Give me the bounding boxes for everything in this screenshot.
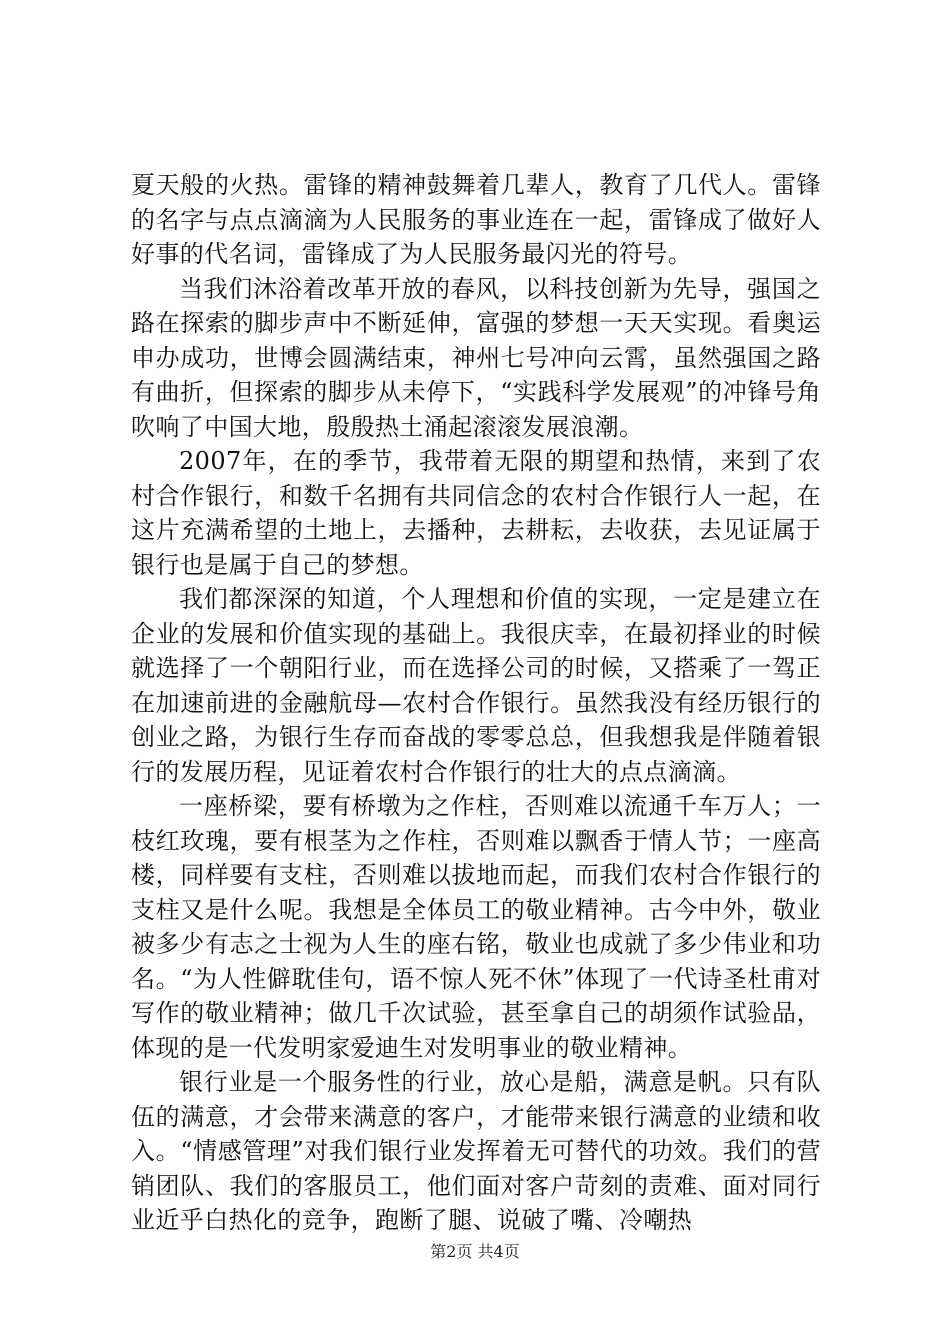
paragraph-3: 2007年，在的季节，我带着无限的期望和热情，来到了农村合作银行，和数千名拥有共同信念的农村合作银行人一起，在这片充满希望的土地上，去播种，去耕耘，去收获，去见证属于银行也是属于自己的梦想。 [131, 447, 821, 579]
paragraph-2: 当我们沐浴着改革开放的春风，以科技创新为先导，强国之路在探索的脚步声中不断延伸，富强的梦想一天天实现。看奥运申办成功，世博会圆满结束，神州七号冲向云霄，虽然强国之路有曲折，但探索的脚步从未停下，“实践科学发展观”的冲锋号角吹响了中国大地，殷殷热土涌起滚滚发展浪潮。 [131, 274, 821, 441]
paragraph-5: 一座桥梁，要有桥墩为之作柱，否则难以流通千车万人；一枝红玫瑰，要有根茎为之作柱，否则难以飘香于情人节；一座高楼，同样要有支柱，否则难以拔地而起，而我们农村合作银行的支柱又是什么呢。我想是全体员工的敬业精神。古今中外，敬业被多少有志之士视为人生的座右铭，敬业也成就了多少伟业和功名。“为人性僻耽佳句，语不惊人死不休”体现了一代诗圣杜甫对写作的敬业精神；做几千次试验，甚至拿自己的胡须作试验品，体现的是一代发明家爱迪生对发明事业的敬业精神。 [131, 792, 821, 1062]
document-body [131, 168, 821, 1238]
paragraph-4: 我们都深深的知道，个人理想和价值的实现，一定是建立在企业的发展和价值实现的基础上。我很庆幸，在最初择业的时候就选择了一个朝阳行业，而在选择公司的时候，又搭乘了一驾正在加速前进的金融航母—农村合作银行。虽然我没有经历银行的创业之路，为银行生存而奋战的零零总总，但我想我是伴随着银行的发展历程，见证着农村合作银行的壮大的点点滴滴。 [131, 585, 821, 786]
page-footer: 第2页 共4页 [430, 1242, 520, 1261]
paragraph-6: 银行业是一个服务性的行业，放心是船，满意是帆。只有队伍的满意，才会带来满意的客户，才能带来银行满意的业绩和收入。“情感管理”对我们银行业发挥着无可替代的功效。我们的营销团队、我们的客服员工，他们面对客户苛刻的责难、面对同行业近乎白热化的竞争，跑断了腿、说破了嘴、冷嘲热 [131, 1068, 821, 1234]
paragraph-1: 夏天般的火热。雷锋的精神鼓舞着几辈人，教育了几代人。雷锋的名字与点点滴滴为人民服务的事业连在一起，雷锋成了做好人好事的代名词，雷锋成了为人民服务最闪光的符号。 [131, 171, 821, 268]
